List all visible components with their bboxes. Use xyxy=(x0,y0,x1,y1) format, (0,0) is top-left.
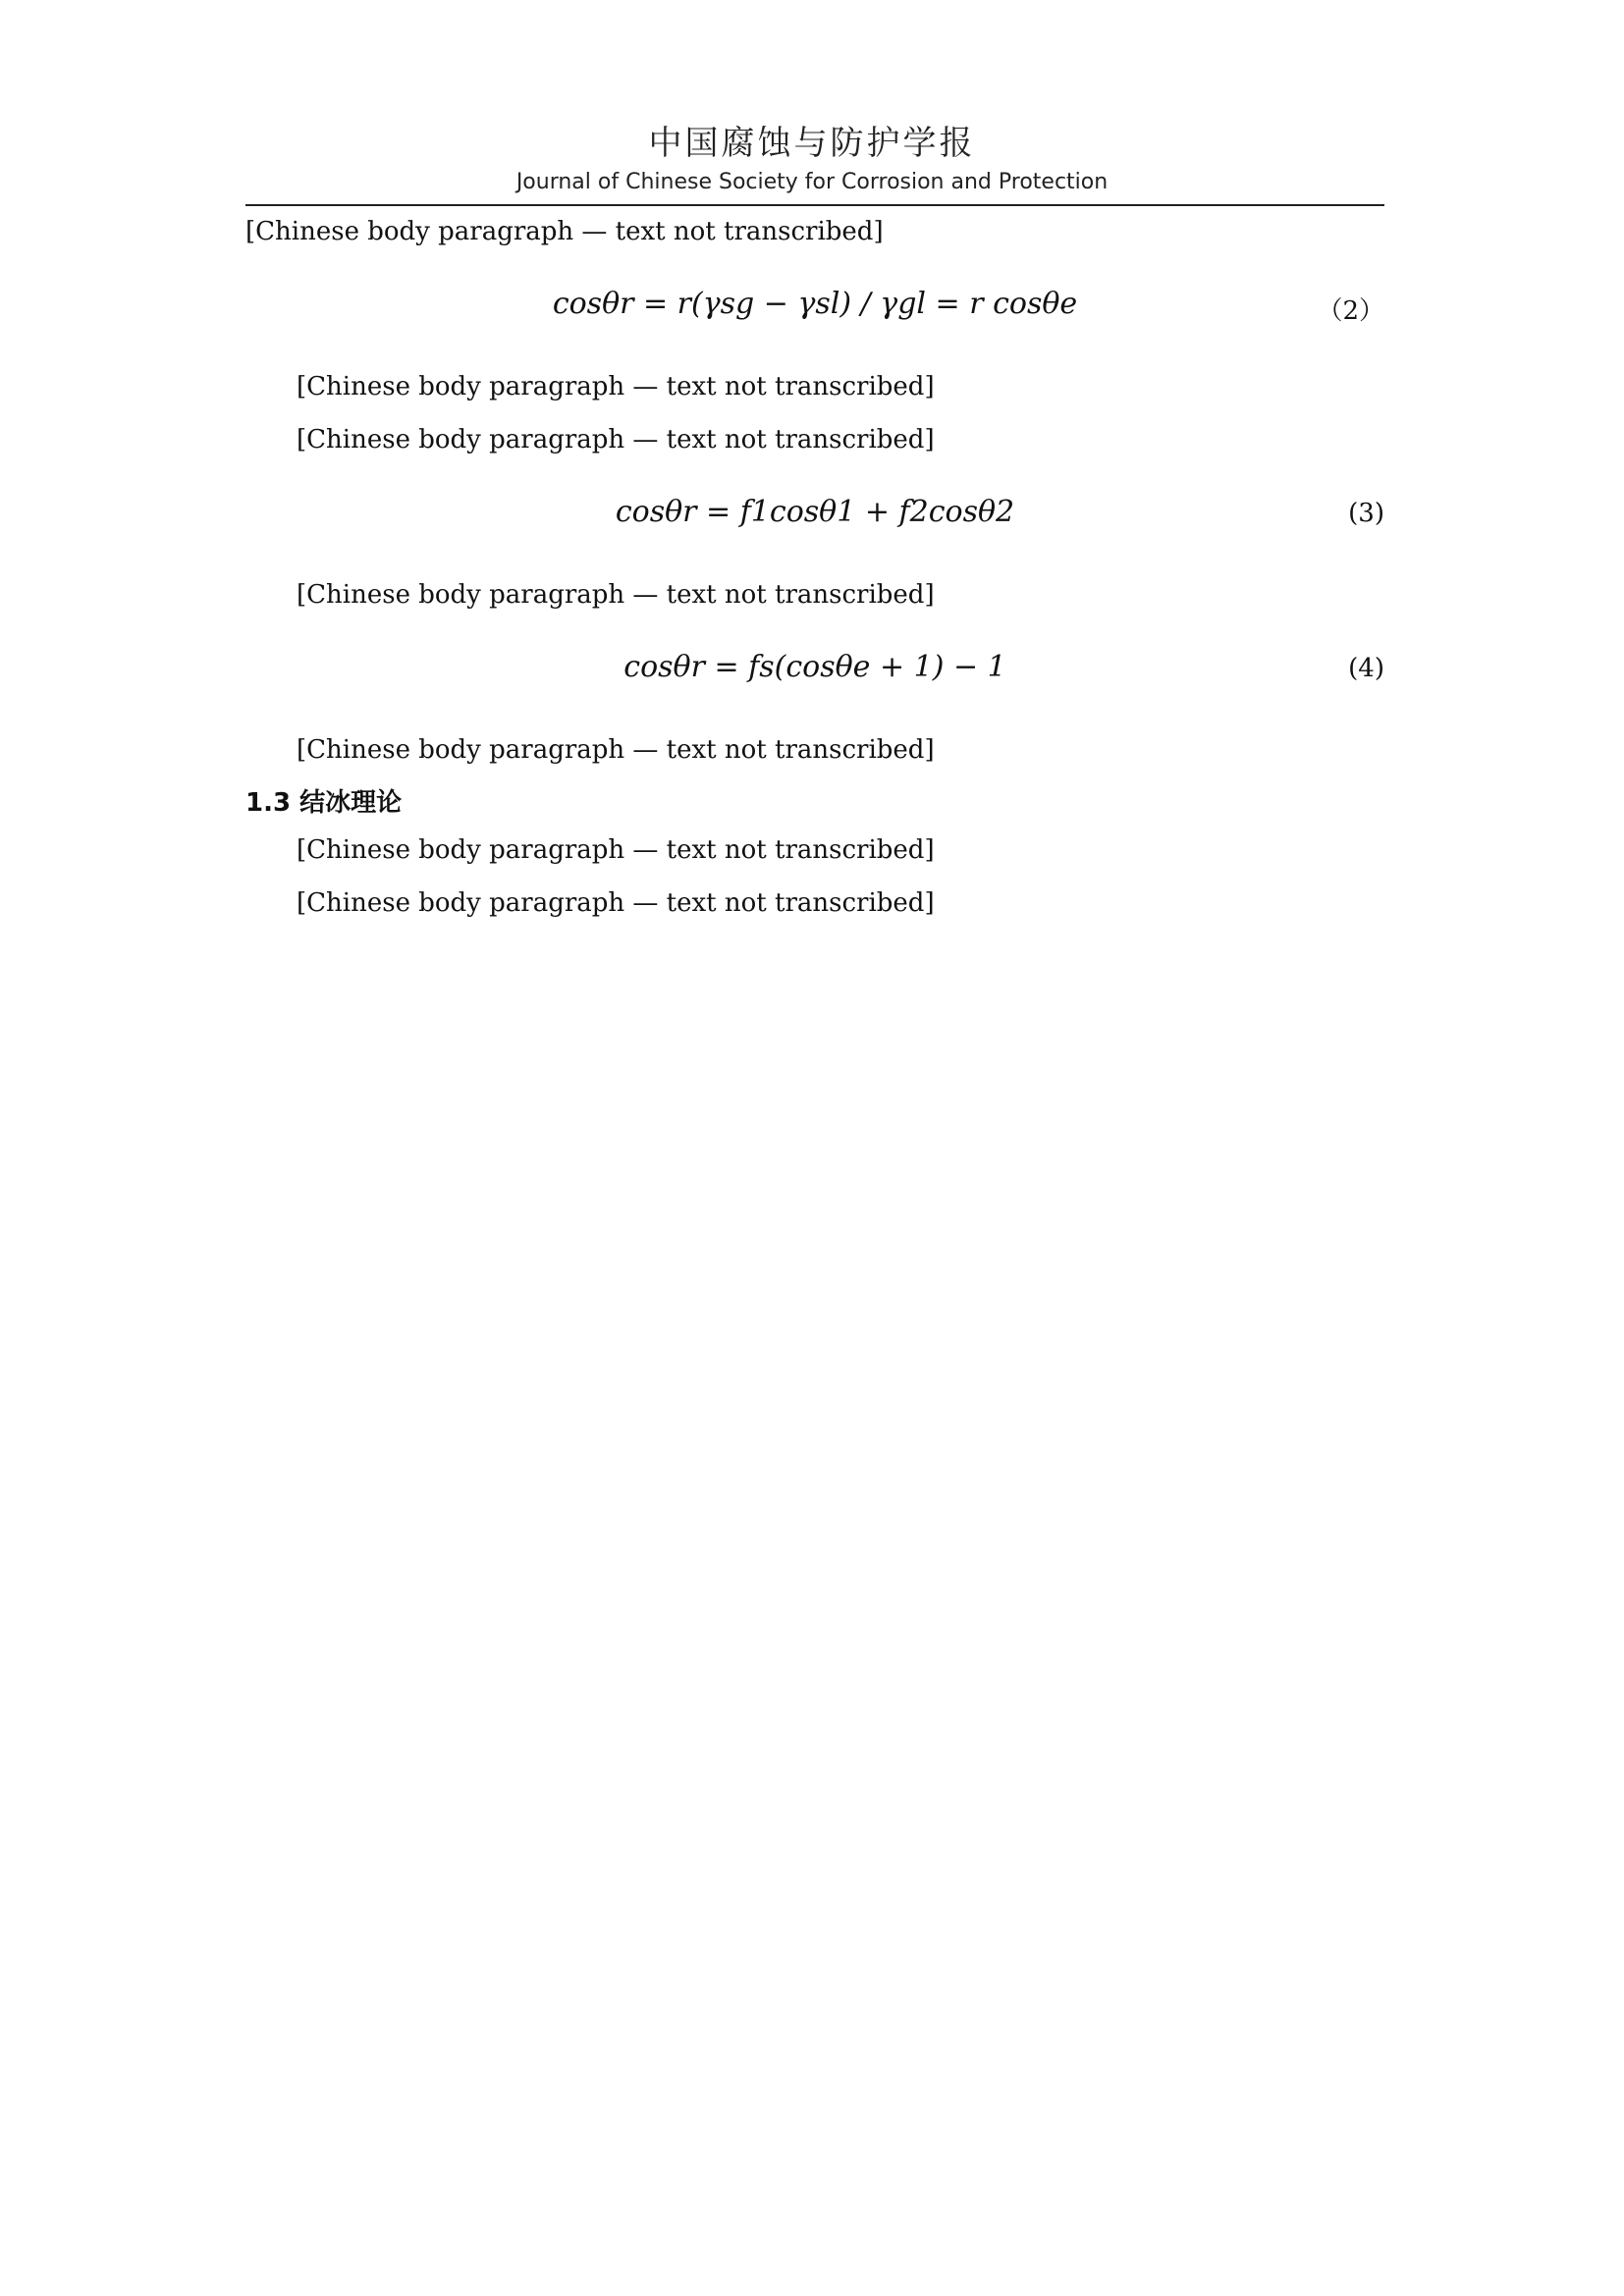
body-paragraph: [Chinese body paragraph — text not transcribed] xyxy=(297,835,935,865)
journal-header xyxy=(0,116,1624,194)
section-heading: 1.3 结冰理论 xyxy=(245,788,403,818)
body-paragraph: [Chinese body paragraph — text not transcribed] xyxy=(245,217,884,246)
body-paragraph: [Chinese body paragraph — text not transcribed] xyxy=(297,735,935,765)
equation-4 xyxy=(245,632,1384,709)
body-paragraph: [Chinese body paragraph — text not transcribed] xyxy=(297,425,935,454)
equation-2-number: （2） xyxy=(1317,296,1384,326)
body-paragraph: [Chinese body paragraph — text not transcribed] xyxy=(297,888,935,918)
header-rule xyxy=(245,204,1384,206)
body-paragraph: [Chinese body paragraph — text not transcribed] xyxy=(297,372,935,401)
equation-2-formula: cosθr = r(γsg − γsl) / γgl = r cosθe xyxy=(552,287,1078,321)
equation-2 xyxy=(245,269,1384,346)
page-body xyxy=(245,210,1384,934)
equation-4-number: (4) xyxy=(1348,654,1384,683)
body-paragraph: [Chinese body paragraph — text not transcribed] xyxy=(297,580,935,610)
equation-3-number: (3) xyxy=(1348,499,1384,528)
equation-3-formula: cosθr = f1cosθ1 + f2cosθ2 xyxy=(615,495,1015,529)
equation-4-formula: cosθr = fs(cosθe + 1) − 1 xyxy=(623,650,1006,684)
journal-title-en: Journal of Chinese Society for Corrosion and Protection xyxy=(515,170,1109,194)
equation-3 xyxy=(245,477,1384,554)
journal-title-zh: 中国腐蚀与防护学报 xyxy=(648,124,976,163)
